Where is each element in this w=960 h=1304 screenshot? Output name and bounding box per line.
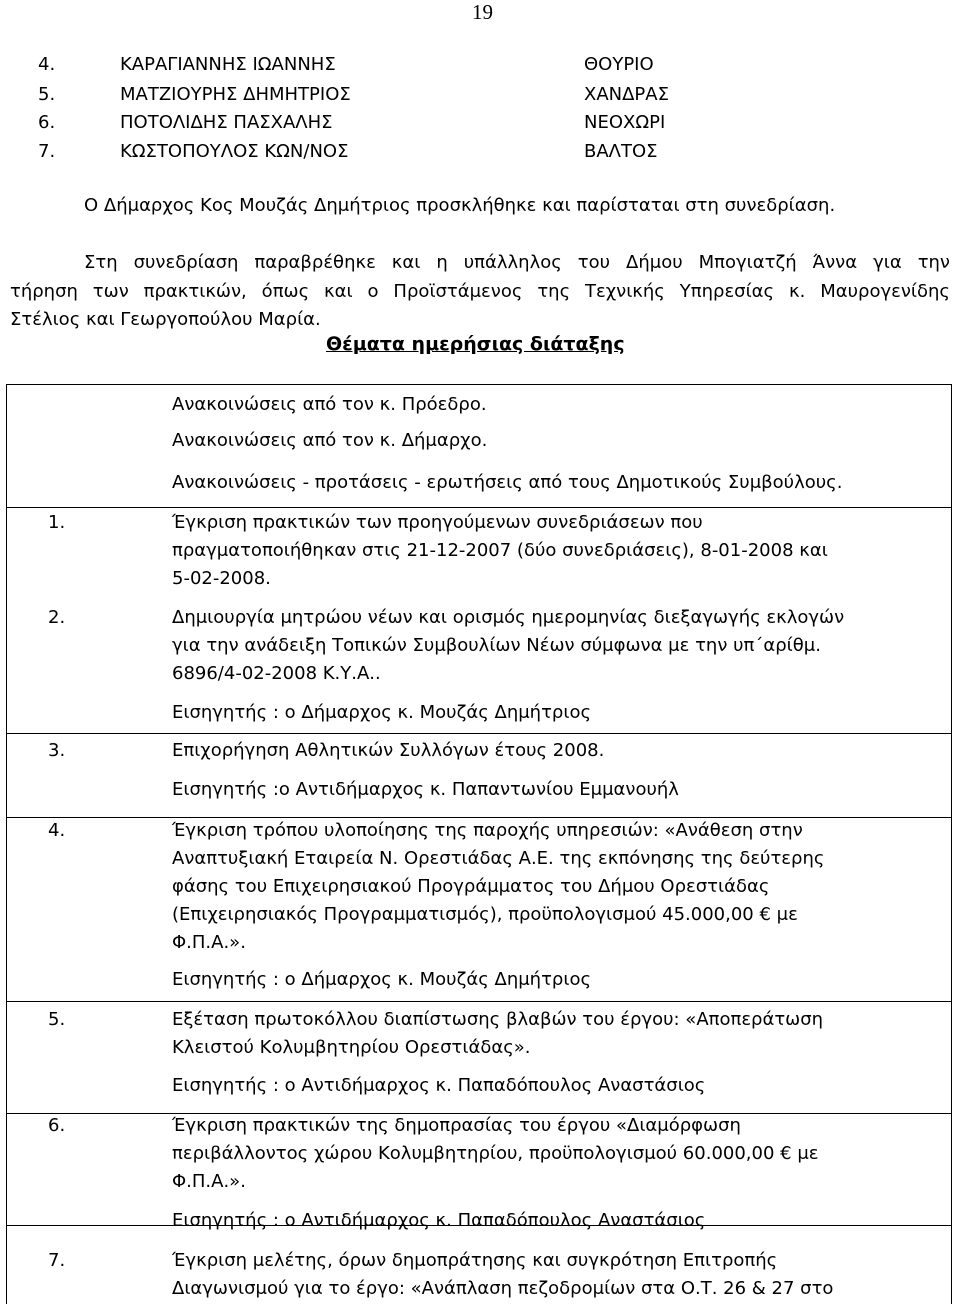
item-number: 2. [48,607,66,628]
intro-line: Ο Δήμαρχος Κος Μουζάς Δημήτριος προσκλήθηκε και παρίσταται στη συνεδρίαση. [84,195,836,216]
item-number: 3. [48,740,66,761]
item-text-line: Επιχορήγηση Αθλητικών Συλλόγων έτους 2008. [172,740,605,761]
member-name: ΚΩΣΤΟΠΟΥΛΟΣ ΚΩΝ/ΝΟΣ [120,141,349,162]
announcement: Ανακοινώσεις από τον κ. Δήμαρχο. [172,430,488,451]
member-place: ΝΕΟΧΩΡΙ [584,112,666,133]
item-text-line: Φ.Π.Α.». [172,1171,246,1192]
member-name: ΚΑΡΑΓΙΑΝΝΗΣ ΙΩΑΝΝΗΣ [120,54,336,75]
row-divider [7,733,951,734]
item-text-line: 5-02-2008. [172,568,271,589]
item-text-line: (Επιχειρησιακός Προγραμματισμός), προϋπολογισμού 45.000,00 € με [172,904,798,925]
intro-line: Στη συνεδρίαση παραβρέθηκε και η υπάλληλος του Δήμου Μπογιατζή Άννα για την [84,252,950,273]
item-text-line: Φ.Π.Α.». [172,932,246,953]
agenda-title: Θέματα ημερήσιας διάταξης [326,333,625,355]
page-number: 19 [472,0,493,24]
item-text-line: Έγκριση τρόπου υλοποίησης της παροχής υπηρεσιών: «Ανάθεση στην [172,820,803,841]
item-rapporteur: Εισηγητής :ο Αντιδήμαρχος κ. Παπαντωνίου Εμμανουήλ [172,779,679,800]
item-text-line: περιβάλλοντος χώρου Κολυμβητηρίου, προϋπολογισμού 60.000,00 € με [172,1143,819,1164]
member-number: 5. [38,84,56,105]
item-number: 6. [48,1115,66,1136]
item-text-line: 6896/4-02-2008 Κ.Υ.Α.. [172,663,381,684]
item-rapporteur: Εισηγητής : ο Αντιδήμαρχος κ. Παπαδόπουλος Αναστάσιος [172,1210,706,1231]
member-place: ΧΑΝΔΡΑΣ [584,84,669,105]
item-text-line: Έγκριση μελέτης, όρων δημοπράτησης και συγκρότηση Επιτροπής [172,1250,778,1271]
row-divider [7,1113,951,1114]
member-number: 6. [38,112,56,133]
item-rapporteur: Εισηγητής : ο Αντιδήμαρχος κ. Παπαδόπουλος Αναστάσιος [172,1075,706,1096]
row-divider [7,507,951,508]
item-text-line: Κλειστού Κολυμβητηρίου Ορεστιάδας». [172,1037,531,1058]
item-text-line: Εξέταση πρωτοκόλλου διαπίστωσης βλαβών του έργου: «Αποπεράτωση [172,1009,824,1030]
item-text-line: φάσης του Επιχειρησιακού Προγράμματος του Δήμου Ορεστιάδας [172,876,770,897]
row-divider [7,1001,951,1002]
item-text-line: για την ανάδειξη Τοπικών Συμβουλίων Νέων σύμφωνα με την υπ΄αρίθμ. [172,635,821,656]
member-place: ΒΑΛΤΟΣ [584,141,658,162]
item-number: 5. [48,1009,66,1030]
intro-line: τήρηση των πρακτικών, όπως και ο Προϊστάμενος της Τεχνικής Υπηρεσίας κ. Μαυρογενίδης [10,281,950,302]
item-number: 7. [48,1250,66,1271]
item-rapporteur: Εισηγητής : ο Δήμαρχος κ. Μουζάς Δημήτριος [172,969,592,990]
row-divider [7,817,951,818]
item-number: 4. [48,820,66,841]
item-rapporteur: Εισηγητής : ο Δήμαρχος κ. Μουζάς Δημήτριος [172,702,592,723]
member-place: ΘΟΥΡΙΟ [584,54,654,75]
item-number: 1. [48,512,66,533]
item-text-line: πραγματοποιήθηκαν στις 21-12-2007 (δύο συνεδριάσεις), 8-01-2008 και [172,540,828,561]
item-text-line: Έγκριση πρακτικών των προηγούμενων συνεδριάσεων που [172,512,703,533]
announcement: Ανακοινώσεις - προτάσεις - ερωτήσεις από τους Δημοτικούς Συμβούλους. [172,472,843,493]
item-text-line: Διαγωνισμού για το έργο: «Ανάπλαση πεζοδρομίων στα Ο.Τ. 26 & 27 στο [172,1278,834,1299]
intro-line: Στέλιος και Γεωργοπούλου Μαρία. [10,309,321,330]
item-text-line: Έγκριση πρακτικών της δημοπρασίας του έργου «Διαμόρφωση [172,1115,741,1136]
item-text-line: Αναπτυξιακή Εταιρεία Ν. Ορεστιάδας Α.Ε. της εκπόνησης της δεύτερης [172,848,825,869]
item-text-line: Δημιουργία μητρώου νέων και ορισμός ημερομηνίας διεξαγωγής εκλογών [172,607,845,628]
member-number: 4. [38,54,56,75]
member-name: ΜΑΤΖΙΟΥΡΗΣ ΔΗΜΗΤΡΙΟΣ [120,84,351,105]
member-name: ΠΟΤΟΛΙΔΗΣ ΠΑΣΧΑΛΗΣ [120,112,333,133]
announcement: Ανακοινώσεις από τον κ. Πρόεδρο. [172,394,487,415]
member-number: 7. [38,141,56,162]
